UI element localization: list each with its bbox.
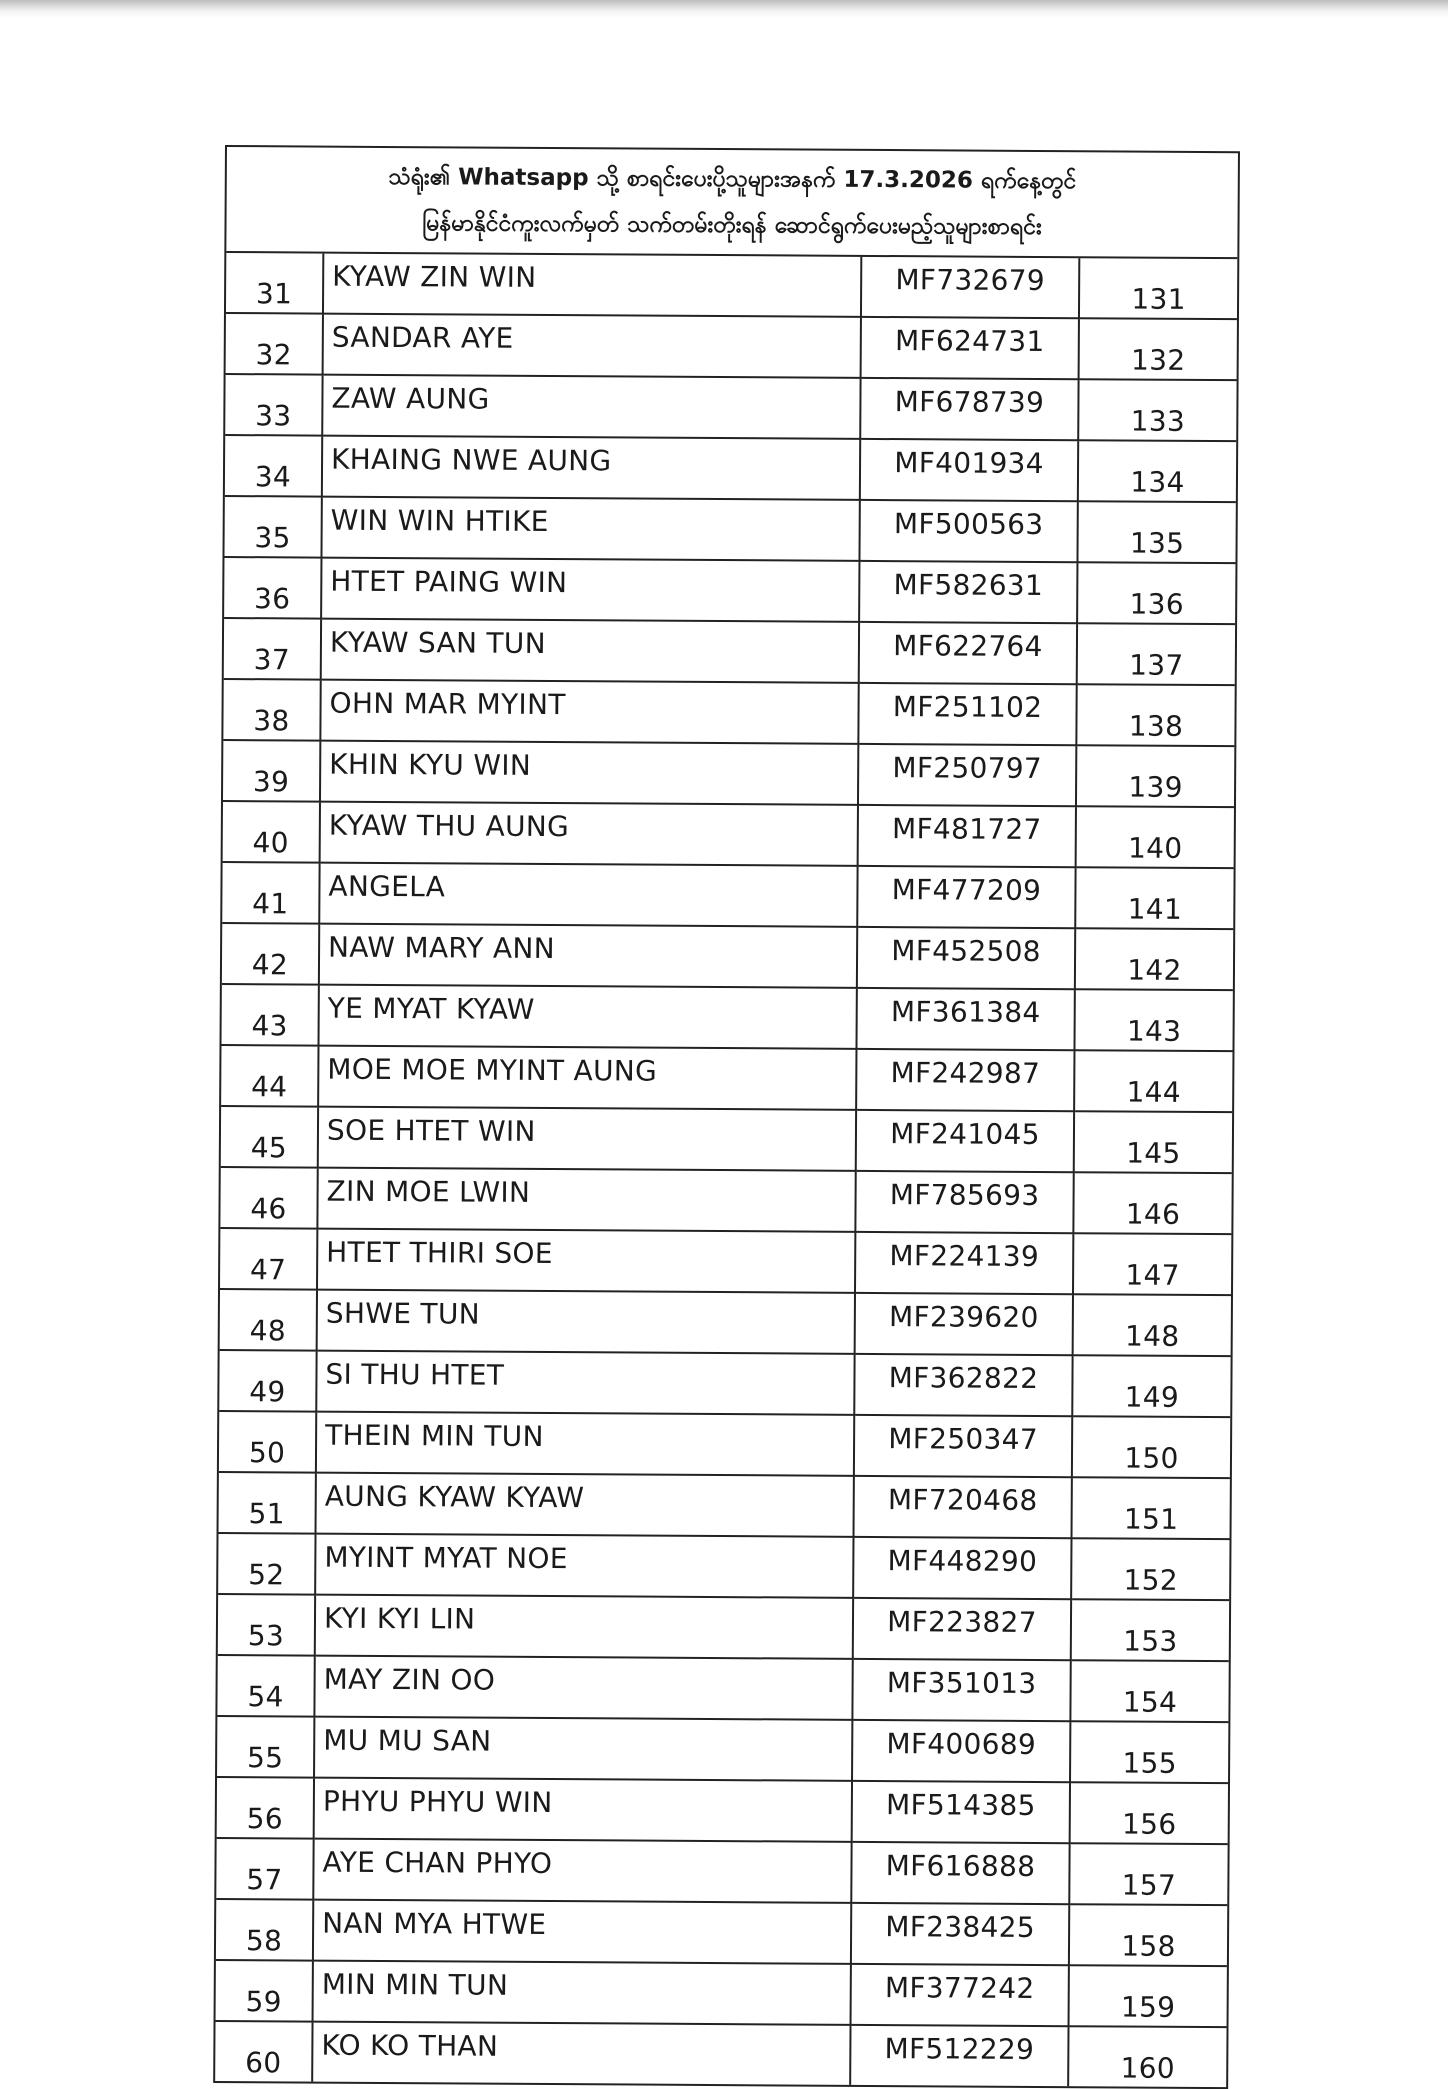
passport-number: MF720468 [854, 1476, 1072, 1538]
applicant-name: MU MU SAN [314, 1717, 852, 1781]
table-row [219, 1411, 1230, 1478]
serial-number: 133 [1078, 379, 1236, 441]
applicant-name: HTET PAING WIN [321, 558, 859, 622]
passport-number: MF452508 [857, 927, 1075, 989]
applicant-name: KYAW ZIN WIN [323, 254, 861, 317]
table-row [217, 1777, 1228, 1844]
applicant-name: AYE CHAN PHYO [313, 1839, 851, 1903]
table-row [222, 984, 1233, 1051]
serial-number: 143 [1074, 989, 1232, 1051]
applicant-name: KHAING NWE AUNG [322, 436, 860, 500]
row-index: 50 [219, 1411, 316, 1473]
table-row [222, 923, 1233, 990]
applicant-name: KYAW SAN TUN [321, 619, 859, 683]
serial-number: 155 [1070, 1721, 1228, 1783]
list-header [226, 147, 1238, 259]
serial-number: 144 [1074, 1050, 1232, 1112]
table-row [217, 1655, 1228, 1722]
row-index: 43 [222, 984, 319, 1046]
row-index: 58 [216, 1899, 313, 1961]
row-index: 36 [224, 557, 321, 619]
applicant-name: WIN WIN HTIKE [321, 497, 859, 561]
passport-number: MF678739 [860, 378, 1078, 440]
row-index: 37 [224, 618, 321, 680]
table-row [221, 1045, 1232, 1112]
applicant-name: ZIN MOE LWIN [317, 1168, 855, 1232]
applicant-name: THEIN MIN TUN [316, 1412, 854, 1476]
serial-number: 148 [1073, 1294, 1231, 1356]
row-index: 44 [221, 1045, 318, 1107]
applicant-name: MAY ZIN OO [314, 1656, 852, 1720]
table-row [223, 740, 1234, 807]
table-row [224, 557, 1235, 624]
passport-number: MF785693 [855, 1171, 1073, 1233]
applicant-name: SANDAR AYE [323, 314, 861, 378]
table-row [219, 1350, 1230, 1417]
passport-number: MF362822 [854, 1354, 1072, 1416]
table-row [225, 374, 1236, 441]
serial-number: 146 [1073, 1172, 1231, 1234]
serial-number: 136 [1077, 562, 1235, 624]
serial-number: 152 [1071, 1538, 1229, 1600]
serial-number: 158 [1069, 1904, 1227, 1966]
table-row [222, 862, 1233, 929]
passport-number: MF241045 [856, 1110, 1074, 1172]
table-row [223, 801, 1234, 868]
serial-number: 151 [1072, 1477, 1230, 1539]
serial-number: 149 [1072, 1355, 1230, 1417]
serial-number: 139 [1076, 745, 1234, 807]
serial-number: 138 [1076, 684, 1234, 746]
scan-edge [0, 0, 1448, 18]
table-row [216, 1899, 1227, 1966]
row-index: 60 [215, 2021, 312, 2082]
title-line-1: သံရုံး၏ Whatsapp သို့ စာရင်းပေးပို့သူများအနက် 17.3.2026 ရက်နေ့တွင် [388, 163, 1077, 195]
row-index: 35 [224, 496, 321, 558]
passport-number: MF361384 [856, 988, 1074, 1050]
table-row [218, 1594, 1229, 1661]
applicant-name: NAN MYA HTWE [313, 1900, 851, 1964]
row-index: 41 [222, 862, 319, 924]
serial-number: 150 [1072, 1416, 1230, 1478]
passport-number: MF250347 [854, 1415, 1072, 1477]
table-row [217, 1716, 1228, 1783]
row-index: 45 [221, 1106, 318, 1168]
row-index: 34 [225, 435, 322, 497]
row-index: 51 [219, 1472, 316, 1534]
table-row [220, 1167, 1231, 1234]
applicant-name: YE MYAT KYAW [319, 985, 857, 1049]
passport-number: MF250797 [858, 744, 1076, 806]
serial-number: 134 [1078, 440, 1236, 502]
row-index: 38 [223, 679, 320, 741]
row-index: 31 [226, 253, 323, 314]
applicant-name: SHWE TUN [317, 1290, 855, 1354]
applicant-name: PHYU PHYU WIN [314, 1778, 852, 1842]
table-row [215, 2021, 1226, 2087]
applicant-name: KO KO THAN [312, 2022, 850, 2085]
serial-number: 131 [1079, 258, 1237, 319]
serial-number: 141 [1075, 867, 1233, 929]
row-index: 56 [217, 1777, 314, 1839]
table-row [220, 1228, 1231, 1295]
row-index: 57 [216, 1838, 313, 1900]
serial-number: 160 [1068, 2026, 1226, 2087]
serial-number: 132 [1079, 318, 1237, 380]
table-row [218, 1533, 1229, 1600]
applicant-name: NAW MARY ANN [319, 924, 857, 988]
row-index: 53 [218, 1594, 315, 1656]
serial-number: 157 [1069, 1843, 1227, 1905]
passport-number: MF500563 [859, 500, 1077, 562]
passport-number: MF732679 [861, 257, 1079, 318]
applicant-name: MOE MOE MYINT AUNG [318, 1046, 856, 1110]
row-index: 33 [225, 374, 322, 436]
table-row [221, 1106, 1232, 1173]
passport-number: MF224139 [855, 1232, 1073, 1294]
table-row [216, 1960, 1227, 2027]
row-index: 40 [223, 801, 320, 863]
applicant-name: SOE HTET WIN [318, 1107, 856, 1171]
passport-number: MF512229 [850, 2025, 1068, 2086]
passport-number: MF582631 [859, 561, 1077, 623]
applicant-name: AUNG KYAW KYAW [316, 1473, 854, 1537]
passport-number: MF477209 [857, 866, 1075, 928]
applicant-name: MIN MIN TUN [313, 1961, 851, 2025]
row-index: 54 [217, 1655, 314, 1717]
applicant-name: KHIN KYU WIN [320, 741, 858, 805]
serial-number: 154 [1070, 1660, 1228, 1722]
passport-number: MF616888 [851, 1842, 1069, 1904]
serial-number: 145 [1074, 1111, 1232, 1173]
passport-number: MF251102 [858, 683, 1076, 745]
passport-number: MF238425 [851, 1903, 1069, 1965]
passport-number: MF401934 [860, 439, 1078, 501]
row-index: 49 [219, 1350, 316, 1412]
passport-number: MF377242 [851, 1964, 1069, 2026]
row-index: 48 [220, 1289, 317, 1351]
applicant-name: ZAW AUNG [322, 375, 860, 439]
row-index: 55 [217, 1716, 314, 1778]
applicant-table [215, 253, 1237, 2087]
passport-number: MF239620 [855, 1293, 1073, 1355]
row-index: 42 [222, 923, 319, 985]
passport-number: MF223827 [853, 1598, 1071, 1660]
row-index: 46 [220, 1167, 317, 1229]
passport-number: MF448290 [853, 1537, 1071, 1599]
serial-number: 135 [1077, 501, 1235, 563]
passport-number: MF351013 [852, 1659, 1070, 1721]
applicant-name: OHN MAR MYINT [320, 680, 858, 744]
applicant-name: MYINT MYAT NOE [315, 1534, 853, 1598]
table-row [224, 618, 1235, 685]
row-index: 47 [220, 1228, 317, 1290]
table-row [219, 1472, 1230, 1539]
passport-number: MF242987 [856, 1049, 1074, 1111]
applicant-name: SI THU HTET [316, 1351, 854, 1415]
table-row [223, 679, 1234, 746]
passport-renewal-list [213, 145, 1240, 2089]
serial-number: 159 [1069, 1965, 1227, 2027]
table-row [226, 313, 1237, 380]
applicant-name: ANGELA [319, 863, 857, 927]
applicant-name: KYI KYI LIN [315, 1595, 853, 1659]
passport-number: MF481727 [858, 805, 1076, 867]
row-index: 52 [218, 1533, 315, 1595]
row-index: 59 [216, 1960, 313, 2022]
applicant-name: HTET THIRI SOE [317, 1229, 855, 1293]
table-row [225, 435, 1236, 502]
passport-number: MF622764 [859, 622, 1077, 684]
passport-number: MF624731 [861, 317, 1079, 379]
serial-number: 147 [1073, 1233, 1231, 1295]
applicant-name: KYAW THU AUNG [320, 802, 858, 866]
serial-number: 137 [1077, 623, 1235, 685]
table-row [226, 253, 1237, 319]
table-row [220, 1289, 1231, 1356]
serial-number: 156 [1070, 1782, 1228, 1844]
serial-number: 153 [1071, 1599, 1229, 1661]
passport-number: MF514385 [852, 1781, 1070, 1843]
row-index: 32 [226, 313, 323, 375]
serial-number: 140 [1076, 806, 1234, 868]
row-index: 39 [223, 740, 320, 802]
passport-number: MF400689 [852, 1720, 1070, 1782]
table-row [224, 496, 1235, 563]
table-row [216, 1838, 1227, 1905]
serial-number: 142 [1075, 928, 1233, 990]
title-line-2: မြန်မာနိုင်ငံကူးလက်မှတ် သက်တမ်းတိုးရန် ဆောင်ရွက်ပေးမည့်သူများစာရင်း [422, 210, 1042, 240]
